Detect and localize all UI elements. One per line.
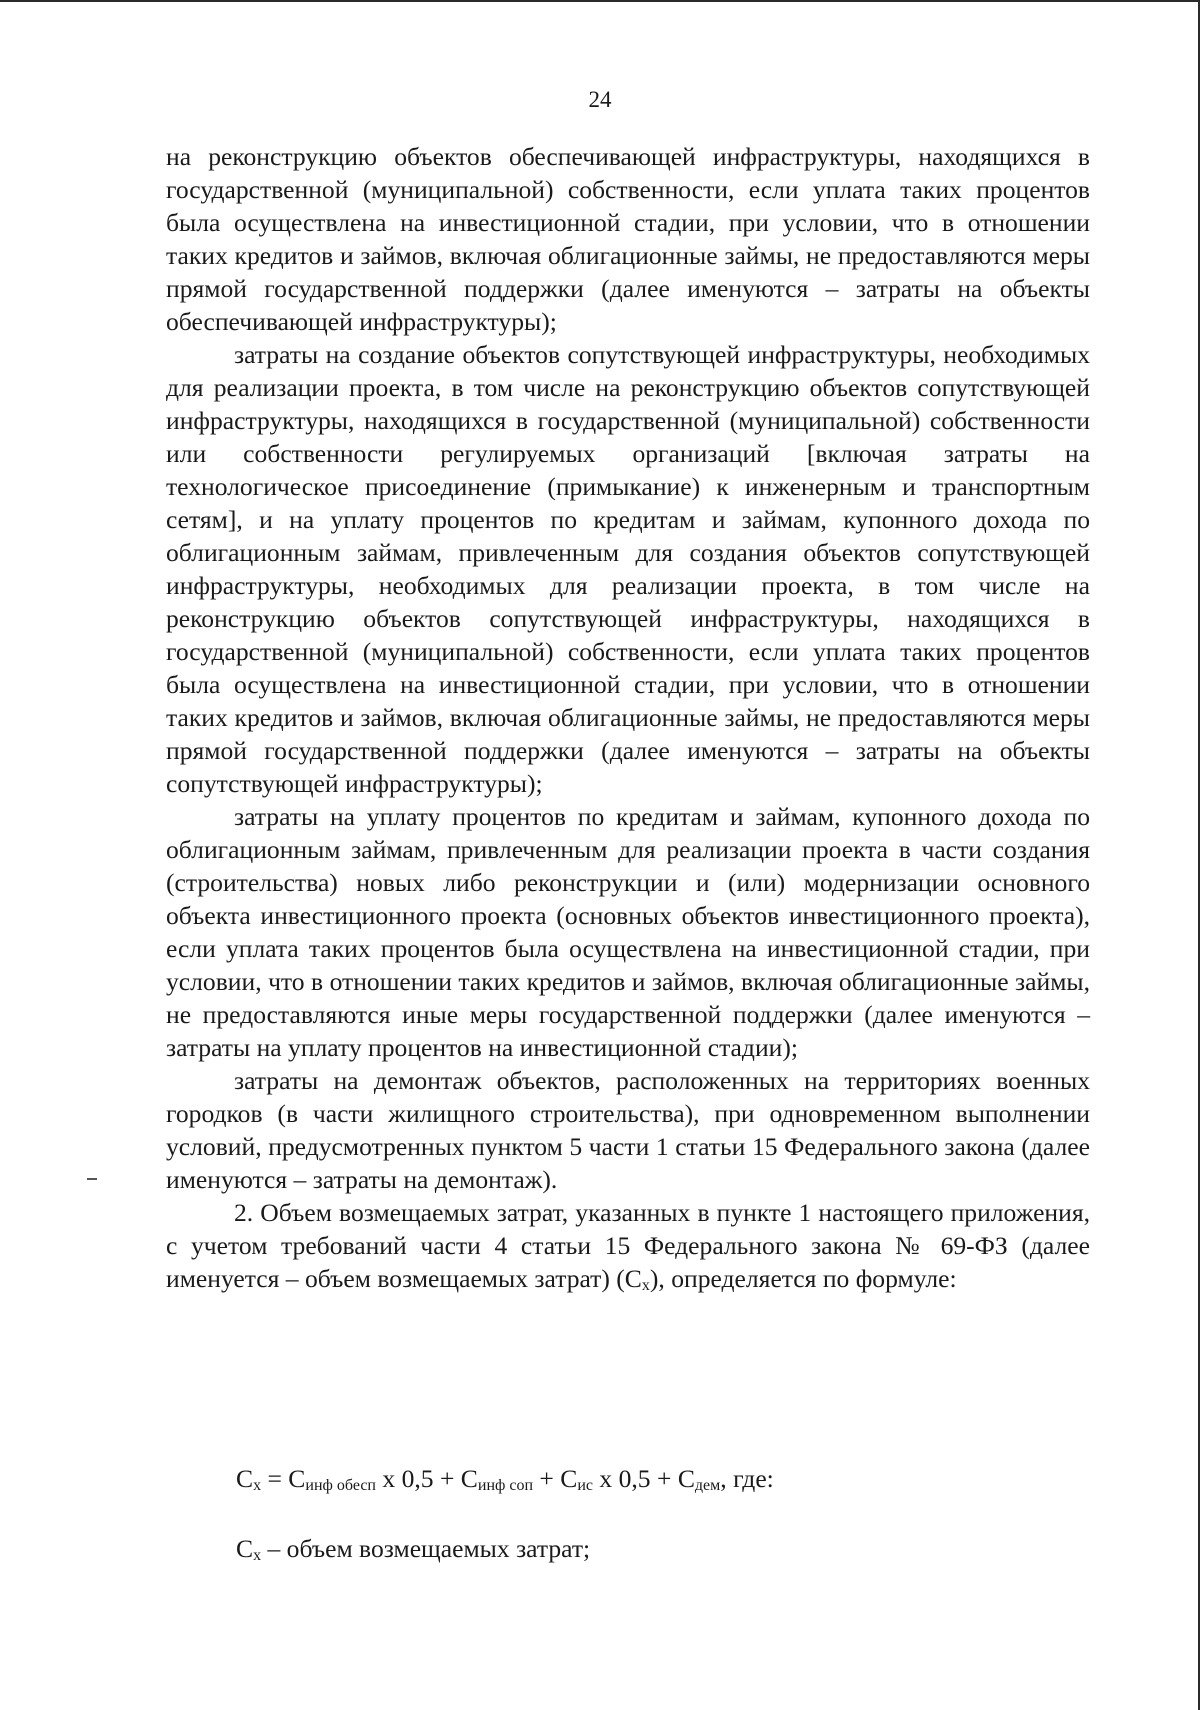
formula-operator: x 0,5 + C — [593, 1464, 695, 1493]
subscript-x: x — [641, 1277, 650, 1294]
paragraph-reimbursed-volume-text: 2. Объем возмещаемых затрат, указанных в пункте 1 настоящего приложения, с учетом требований части 4 статьи 15 Федерального закона № 69-ФЗ (далее именуется – объем возмещаемых затрат) (C — [166, 1198, 1090, 1293]
formula-subscript: инф обесп — [305, 1477, 376, 1494]
formula-subscript: ис — [577, 1477, 594, 1494]
definition-text: – объем возмещаемых затрат; — [261, 1534, 591, 1563]
formula-subscript: x — [253, 1477, 262, 1494]
page-number: 24 — [588, 87, 612, 112]
definition-symbol: C — [236, 1534, 254, 1563]
paragraph-reimbursed-volume — [166, 1196, 1090, 1295]
formula-subscript: инф соп — [477, 1477, 534, 1494]
formula-operator: + C — [533, 1464, 578, 1493]
formula-subscript: дем — [694, 1477, 721, 1494]
definition-cx — [236, 1532, 1096, 1565]
paragraph-continuation: на реконструкцию объектов обеспечивающей инфраструктуры, находящихся в государственной (муниципальной) собственности, если уплата таких процентов была осуществлена на инвестиционной стадии, при условии, что в отношении таких кредитов и займов, включая облигационные займы, не предоставляются меры прямой государственной поддержки (далее именуются – затраты на объекты обеспечивающей инфраструктуры); — [166, 142, 1090, 336]
formula-tail: , где: — [720, 1464, 774, 1493]
scan-mark — [87, 1178, 97, 1180]
paragraph-interest-payment: затраты на уплату процентов по кредитам и займам, купонного дохода по облигационным займам, привлеченным для реализации проекта в части создания (строительства) новых либо реконструкции и (или) модернизации основного объекта инвестиционного проекта (основных объектов инвестиционного проекта), если уплата таких процентов была осуществлена на инвестиционной стадии, при условии, что в отношении таких кредитов и займов, включая облигационные займы, не предоставляются иные меры государственной поддержки (далее именуются – затраты на уплату процентов на инвестиционной стадии); — [166, 802, 1090, 1062]
formula-symbol: C — [236, 1464, 254, 1493]
formula-operator: = C — [261, 1464, 306, 1493]
document-body — [166, 140, 1090, 1295]
scan-edge-top — [0, 0, 1200, 2]
formula-operator: x 0,5 + C — [375, 1464, 478, 1493]
paragraph-reimbursed-volume-tail: ), определяется по формуле: — [649, 1264, 957, 1293]
formula — [236, 1462, 1096, 1495]
definition-subscript: x — [253, 1547, 262, 1564]
paragraph-associated-infrastructure: затраты на создание объектов сопутствующей инфраструктуры, необходимых для реализации проекта, в том числе на реконструкцию объектов сопутствующей инфраструктуры, находящихся в государственной (муниципальной) собственности или собственности регулируемых организаций [включая затраты на технологическое присоединение (примыкание) к инженерным и транспортным сетям], и на уплату процентов по кредитам и займам, купонного дохода по облигационным займам, привлеченным для создания объектов сопутствующей инфраструктуры, необходимых для реализации проекта, в том числе на реконструкцию объектов сопутствующей инфраструктуры, находящихся в государственной (муниципальной) собственности, если уплата таких процентов была осуществлена на инвестиционной стадии, при условии, что в отношении таких кредитов и займов, включая облигационные займы, не предоставляются меры прямой государственной поддержки (далее именуются – затраты на объекты сопутствующей инфраструктуры); — [166, 340, 1090, 798]
paragraph-dismantling: затраты на демонтаж объектов, расположенных на территориях военных городков (в части жилищного строительства), при одновременном выполнении условий, предусмотренных пунктом 5 части 1 статьи 15 Федерального закона (далее именуются – затраты на демонтаж). — [166, 1066, 1090, 1194]
